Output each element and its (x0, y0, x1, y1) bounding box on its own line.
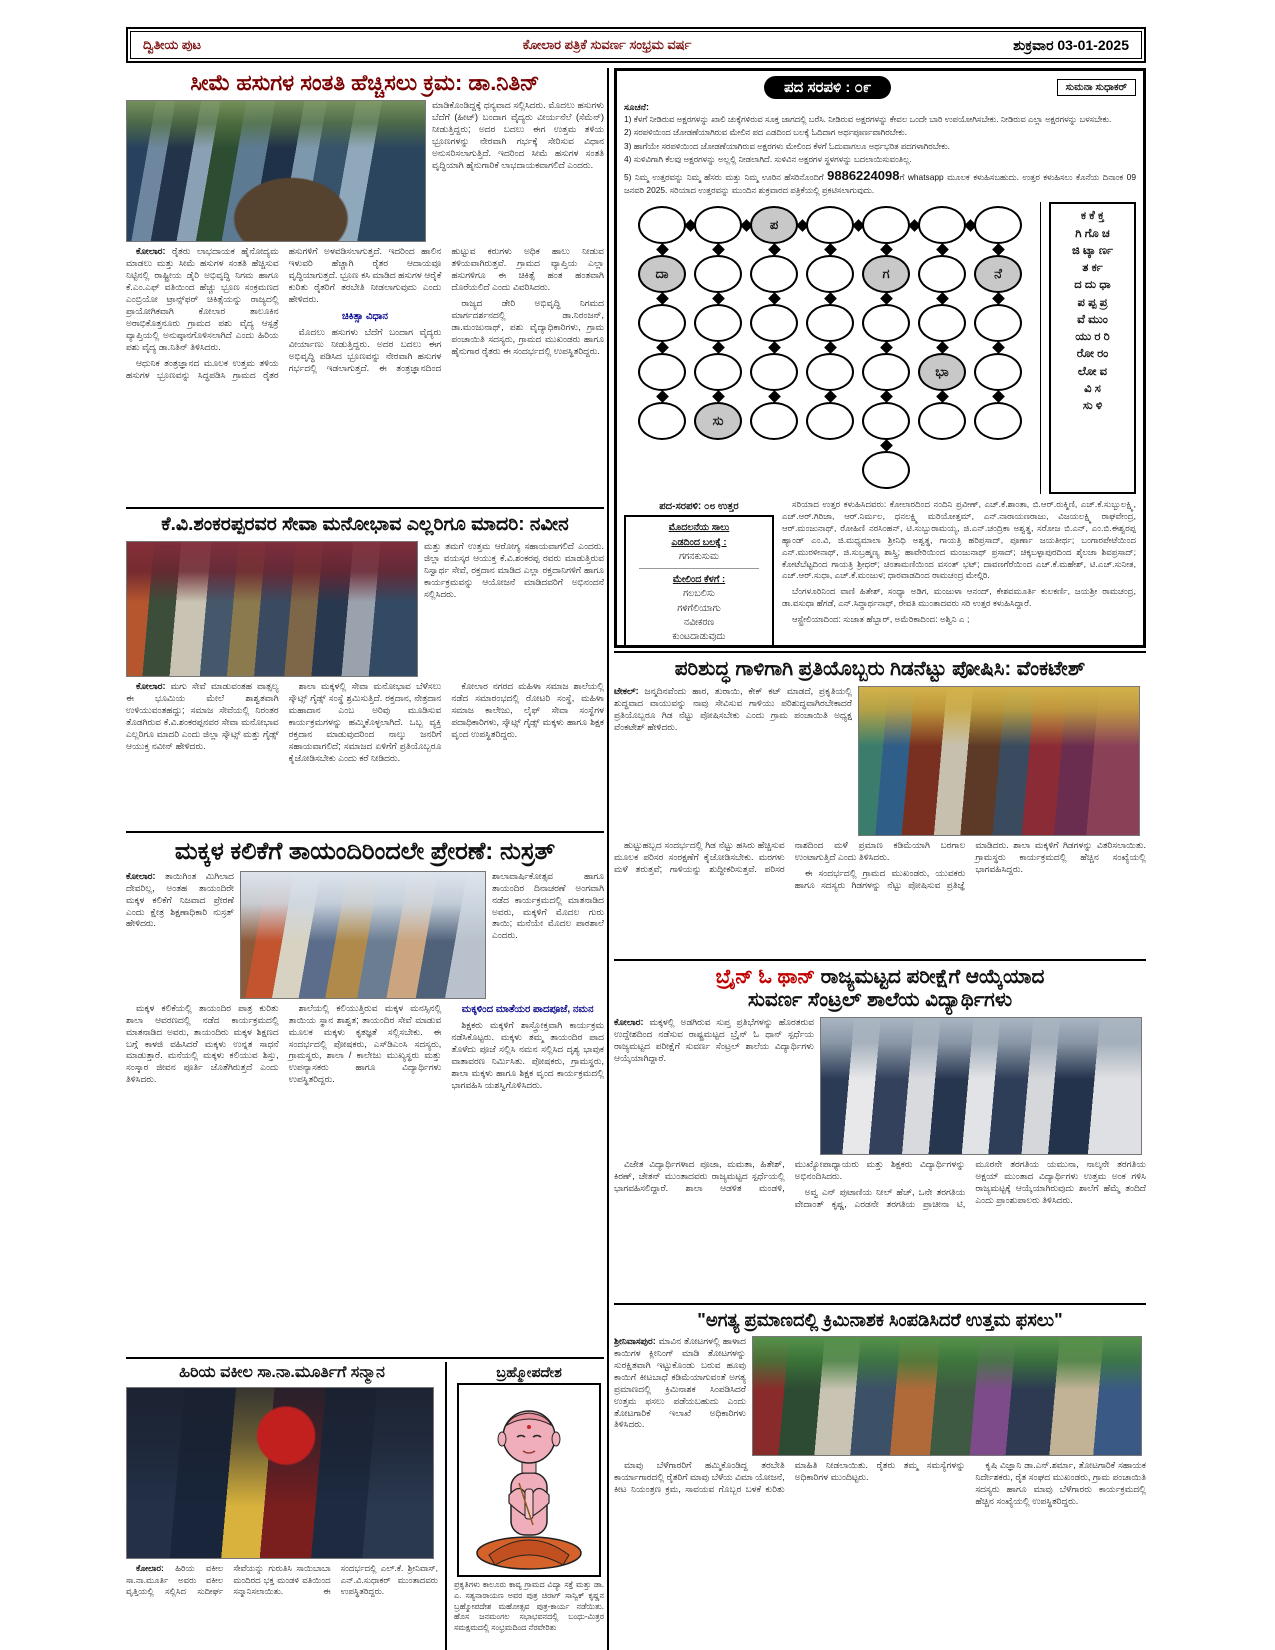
chain-link (936, 390, 949, 403)
bank-letters-line: ಯು ರ ರಿ (1075, 331, 1110, 344)
puzzle-empty-cell (638, 402, 686, 440)
chain-link (656, 292, 669, 305)
previous-answer-box (624, 499, 774, 648)
puzzle-empty-cell (974, 304, 1022, 342)
right-column (607, 68, 1146, 1650)
article-mothers-p3: ಶಾಲೆಯಲ್ಲಿ ಕಲಿಯುತ್ತಿರುವ ಮಕ್ಕಳ ಮನಸ್ಸಿನಲ್ಲಿ ತಾಯಿಯ ಸ್ಥಾನ ಶಾಶ್ವತ; ತಾಯಂದಿರ ಸೇವೆ ಮಾಡುವ ಮೂಲಕ ಮಕ್ಕಳು ಕೃತಜ್ಞತೆ ಸಲ್ಲಿಸಬೇಕು. ಈ ಸಂದರ್ಭದಲ್ಲಿ ಪೋಷಕರು, ಎಸ್‌ಡಿಎಂಸಿ ಸದಸ್ಯರು, ಗ್ರಾಮಸ್ಥರು, ಶಾಲಾ / ಕಾಲೇಜು ಮುಖ್ಯಸ್ಥರು ಮತ್ತು ಉಪನ್ಯಾಸಕರು ಹಾಗೂ ವಿದ್ಯಾರ್ಥಿಗಳು ಉಪಸ್ಥಿತರಿದ್ದರು. (288, 1002, 442, 1085)
dateline: ಕೋಲಾರ: (136, 246, 166, 257)
answer-row-label: ಮೊದಲನೆಯ ಸಾಲು (668, 522, 730, 534)
article-saplings-leftcol: ಟೇಕಲ್: ಜನ್ಮದಿನವೆಂದು ಹಾರ, ತುರಾಯಿ, ಕೇಕ್ ಕಟ್ ಮಾಡದೆ, ಪ್ರಕೃತಿಯಲ್ಲಿ ಶುದ್ಧವಾದ ವಾಯುವನ್ನು ನಾವು ಸೇವಿಸುವ ಗಾಳಿಯು ಪರಿಶುದ್ಧವಾಗಿರಬೇಕಾದರೆ ಪ್ರತಿಯೊಬ್ಬರೂ ಗಿಡ ನೆಟ್ಟು ಪೋಷಿಸಬೇಕು ಎಂದು ಗ್ರಾಮ ಪಂಚಾಯಿತಿ ಅಧ್ಯಕ್ಷ ವೆಂಕಟೇಶ್ ಹೇಳಿದರು. (614, 686, 852, 732)
cattle-photo (126, 100, 426, 242)
word-chain-puzzle (614, 68, 1146, 648)
brahmopadesha-headline: ಬ್ರಹ್ಮೋಪದೇಶ (496, 1364, 562, 1380)
puzzle-empty-cell (694, 255, 742, 293)
bank-letters-line: ಪ ಪ್ಪ ಪ್ರ (1077, 296, 1108, 309)
puzzle-empty-cell (974, 353, 1022, 391)
puzzle-empty-cell (862, 402, 910, 440)
article-shankarappa-lead: ಕೋಲಾರ: ಮಗು ಸೇವೆ ಮಾಡುವಂತಹ ವಾತ್ಸಲ್ಯ ಈ ಭೂಮಿಯ ಮೇಲೆ ಶಾಶ್ವತವಾಗಿ ಉಳಿಯುವಂತಹದ್ದು; ಸಮಾಜ ಸೇವೆಯಲ್ಲಿ ನಿರಂತರ ತೊಡಗಿರುವ ಕೆ.ವಿ.ಶಂಕರಪ್ಪನವರ ಸೇವಾ ಮನೋಭಾವ ಎಲ್ಲರಿಗೂ ಮಾದರಿ ಎಂದು ಜಿಲ್ಲಾ ಸ್ಕೌಟ್ಸ್ ಮತ್ತು ಗೈಡ್ಸ್ ಆಯುಕ್ತ ನವೀನ್ ಹೇಳಿದರು. (126, 680, 279, 751)
headline-red-part: ಬ್ರೈನ್ ಓ ಥಾನ್ (715, 966, 816, 988)
puzzle-empty-cell (750, 255, 798, 293)
puzzle-empty-cell (750, 353, 798, 391)
article-mothers-rightcol: ಶಾಲಾವಾರ್ಷಿಕೋತ್ಸವ ಹಾಗೂ ತಾಯಂದಿರ ದಿನಾಚರಣೆ ಅಂಗವಾಗಿ ನಡೆದ ಕಾರ್ಯಕ್ರಮದಲ್ಲಿ ಮಾತನಾಡಿದ ಅವರು, ಮಕ್ಕಳಿಗೆ ಮೊದಲ ಗುರು ತಾಯಿ; ಮನೆಯೇ ಮೊದಲ ಪಾಠಶಾಲೆ ಎಂದರು. (492, 870, 604, 941)
puzzle-empty-cell (694, 206, 742, 244)
puzzle-empty-cell (862, 206, 910, 244)
puzzle-grid (624, 202, 1041, 494)
puzzle-hint-cell: ನೆ (974, 255, 1022, 293)
article-saplings-headline: ಪರಿಶುದ್ಧ ಗಾಳಿಗಾಗಿ ಪ್ರತಿಯೊಬ್ಬರು ಗಿಡನೆಟ್ಟು ಪೋಷಿಸಿ: ವೆಂಕಟೇಶ್ (674, 658, 1086, 680)
article-brainothon-leftcol: ಕೋಲಾರ: ಮಕ್ಕಳಲ್ಲಿ ಅಡಗಿರುವ ಸುಪ್ತ ಪ್ರತಿಭೆಗಳನ್ನು ಹೊರತರುವ ಉದ್ದೇಶದಿಂದ ನಡೆಸುವ ರಾಷ್ಟ್ರಮಟ್ಟದ ಬ್ರೈನ್ ಓ ಥಾನ್ ಸ್ಪರ್ಧೆಯ ರಾಜ್ಯಮಟ್ಟದ ಪರೀಕ್ಷೆಗೆ ಸುವರ್ಣ ಸೆಂಟ್ರಲ್ ಶಾಲೆಯ ವಿದ್ಯಾರ್ಥಿಗಳು ಆಯ್ಕೆಯಾಗಿದ್ದಾರೆ. (614, 1017, 814, 1063)
divider (126, 1357, 604, 1359)
puzzle-empty-cell (750, 304, 798, 342)
puzzle-empty-cell (806, 206, 854, 244)
answer-title: ಪದ-ಸರಪಳಿ: ೦೮ ಉತ್ತರ (659, 501, 739, 513)
chain-link (768, 292, 781, 305)
brahmopadesha-box (445, 1362, 604, 1650)
divider (614, 651, 1146, 653)
puzzle-hint-cell: ದಾ (638, 255, 686, 293)
puzzle-empty-cell (918, 206, 966, 244)
bank-letters-line: ಸು ಳಿ (1082, 400, 1103, 413)
answer-down-word: ನವೀಕರಣ (683, 616, 715, 628)
article-cattle-headline: ಸೀಮೆ ಹಸುಗಳ ಸಂತತಿ ಹೆಚ್ಚಿಸಲು ಕ್ರಮ: ಡಾ.ನಿತಿನ್ (190, 70, 540, 95)
divider (614, 959, 1146, 961)
chain-link (656, 243, 669, 256)
puzzle-hint-cell: ಭಾ (918, 353, 966, 391)
puzzle-rule: 1) ಕೆಳಗೆ ನೀಡಿರುವ ಅಕ್ಷರಗಳನ್ನು ಖಾಲಿ ಚುಕ್ಕೆಗಳಿರುವ ಸೂಕ್ತ ಜಾಗದಲ್ಲಿ ಬರೆಸಿ. ನೀಡಿರುವ ಅಕ್ಷರಗಳನ್ನು ಕೇವಲ ಒಂದೇ ಬಾರಿ ಉಪಯೋಗಿಸಬೇಕು. ನೀಡಿರುವ ಎಲ್ಲಾ ಅಕ್ಷರಗಳನ್ನು ಬಳಸಬೇಕು. (624, 114, 1112, 124)
puzzle-empty-cell (638, 206, 686, 244)
date-label: ಶುಕ್ರವಾರ 03-01-2025 (1013, 36, 1129, 53)
answer-row-label2: ಎಡದಿಂದ ಬಲಕ್ಕೆ : (671, 536, 727, 548)
article-mothers-p2: ಮಕ್ಕಳ ಕಲಿಕೆಯಲ್ಲಿ ತಾಯಂದಿರ ಪಾತ್ರ ಕುರಿತು ಶಾಲಾ ಆವರಣದಲ್ಲಿ ನಡೆದ ಕಾರ್ಯಕ್ರಮದಲ್ಲಿ ಮಾತನಾಡಿದ ಅವರು, ತಾಯಂದಿರು ಮಕ್ಕಳ ಶಿಕ್ಷಣದ ಬಗ್ಗೆ ಕಾಳಜಿ ವಹಿಸಿದರೆ ಮಕ್ಕಳು ಉನ್ನತ ಸಾಧನೆ ಮಾಡುತ್ತಾರೆ. ಮನೆಯಲ್ಲಿ ಮಕ್ಕಳು ಕಲಿಯುವ ಶಿಸ್ತು, ಸಂಸ್ಕಾರ ಜೀವನ ಪೂರ್ತಿ ಜೊತೆಗಿರುತ್ತದೆ ಎಂದು ತಿಳಿಸಿದರು. (126, 1002, 279, 1085)
answer-down-word: ಗಲಬಲಿಸು (683, 588, 715, 600)
chain-link (712, 341, 725, 354)
bottom-left-row (126, 1362, 604, 1650)
puzzle-hint-cell: ಸು (694, 402, 742, 440)
puzzle-author: ಸುಮನಾ ಸುಧಾಕರ್ (1057, 79, 1136, 96)
article-cattle-p3: ಮೊದಲು ಹಸುಗಳು ಬೆದೆಗೆ ಬಂದಾಗ ವೈದ್ಯರು ವೀರ್ಯಾಣು ನೀಡುತ್ತಿದ್ದರು. ಅದರ ಬದಲು ಈಗ ಅಭಿವೃದ್ಧಿ ಪಡಿಸಿದ ಭ್ರೂಣವನ್ನು ನೇರವಾಗಿ ಹಸುಗಳ ಗರ್ಭದಲ್ಲಿ ಇಡಲಾಗುತ್ತದೆ. ಈ ತಂತ್ರಜ್ಞಾನದಿಂದ ಹುಟ್ಟುವ ಕರುಗಳು ಅಧಿಕ ಹಾಲು ನೀಡುವ ತಳಿಯವಾಗಿರುತ್ತವೆ. ಗ್ರಾಮದ ವ್ಯಾಪ್ತಿಯ ಎಲ್ಲಾ ಹಸುಗಳಿಗೂ ಈ ಚಿಕಿತ್ಸೆ ಹಂತ ಹಂತವಾಗಿ ದೊರೆಯಲಿದೆ ಎಂದು ವಿವರಿಸಿದರು. (288, 246, 604, 374)
felicitation-photo (126, 541, 418, 677)
chain-link (992, 292, 1005, 305)
article-shankarappa-p2: ಶಾಲಾ ಮಕ್ಕಳಲ್ಲಿ ಸೇವಾ ಮನೋಭಾವ ಬೆಳೆಸಲು ಸ್ಕೌಟ್ಸ್ ಗೈಡ್ಸ್ ಸಂಸ್ಥೆ ಶ್ರಮಿಸುತ್ತಿದೆ. ರಕ್ತದಾನ, ನೇತ್ರದಾನ ಮಹಾದಾನ ಎಂಬ ಅರಿವು ಮೂಡಿಸುವ ಕಾರ್ಯಕ್ರಮಗಳನ್ನು ಹಮ್ಮಿಕೊಳ್ಳಲಾಗಿದೆ. ಒಬ್ಬ ವ್ಯಕ್ತಿ ರಕ್ತದಾನ ಮಾಡುವುದರಿಂದ ನಾಲ್ಕು ಜನರಿಗೆ ಸಹಾಯವಾಗಲಿದೆ; ಸಮಾಜದ ಏಳಿಗೆಗೆ ಪ್ರತಿಯೊಬ್ಬರೂ ಕೈಜೋಡಿಸಬೇಕು ಎಂದು ಕರೆ ನೀಡಿದರು. (288, 680, 442, 763)
chain-link (824, 341, 837, 354)
chain-link (768, 390, 781, 403)
article-mothers-p4: ಶಿಕ್ಷಕರು ಮಕ್ಕಳಿಗೆ ಶಾಸ್ತ್ರೋಕ್ತವಾಗಿ ಕಾರ್ಯಕ್ರಮ ನಡೆಸಿಕೊಟ್ಟರು. ಮಕ್ಕಳು ತಮ್ಮ ತಾಯಂದಿರ ಪಾದ ತೊಳೆದು ಪೂಜೆ ಸಲ್ಲಿಸಿ ನಮನ ಸಲ್ಲಿಸಿದ ದೃಶ್ಯ ಭಾವುಕ ವಾತಾವರಣ ನಿರ್ಮಿಸಿತು. ಪೋಷಕರು, ಗ್ರಾಮಸ್ಥರು, ಶಾಲಾ ಮಕ್ಕಳು ಹಾಗೂ ಶಿಕ್ಷಕ ವೃಂದ ಕಾರ್ಯಕ್ರಮದಲ್ಲಿ ಭಾಗವಹಿಸಿ ಯಶಸ್ವಿಗೊಳಿಸಿದರು. (451, 1019, 604, 1090)
chain-link (880, 292, 893, 305)
puzzle-winners (774, 499, 1136, 648)
headline-line2: ಸುವರ್ಣ ಸೆಂಟ್ರಲ್ ಶಾಲೆಯ ವಿದ್ಯಾರ್ಥಿಗಳು (747, 989, 1013, 1011)
dateline: ಕೋಲಾರ: (136, 680, 166, 691)
divider (126, 507, 604, 509)
puzzle-note-label: ಸೂಚನೆ: (624, 102, 650, 112)
divider (126, 831, 604, 833)
whatsapp-phone-number: 9886224098 (827, 168, 900, 184)
answer-down-words (629, 587, 769, 648)
puzzle-empty-cell (806, 353, 854, 391)
dateline: ಕೋಲಾರ: (614, 1017, 644, 1027)
divider (614, 1303, 1146, 1305)
article-brainothon-headline: ಬ್ರೈನ್ ಓ ಥಾನ್ ರಾಜ್ಯಮಟ್ಟದ ಪರೀಕ್ಷೆಗೆ ಆಯ್ಕೆಯಾದ ಸುವರ್ಣ ಸೆಂಟ್ರಲ್ ಶಾಲೆಯ ವಿದ್ಯಾರ್ಥಿಗಳು (715, 966, 1045, 1011)
saplings-photo (858, 686, 1140, 836)
article-saplings-p2: ಹುಟ್ಟುಹಬ್ಬದ ಸಂದರ್ಭದಲ್ಲಿ ಗಿಡ ನೆಟ್ಟು ಹಸಿರು ಹೆಚ್ಚಿಸುವ ಮೂಲಕ ಪರಿಸರ ಸಂರಕ್ಷಣೆಗೆ ಕೈಜೋಡಿಸಬೇಕು. ಮರಗಳು ಮಳೆ ತರುತ್ತವೆ; ಗಾಳಿಯನ್ನು ಶುದ್ಧೀಕರಿಸುತ್ತವೆ. ಪರಿಸರ ನಾಶದಿಂದ ಮಳೆ ಪ್ರಮಾಣ ಕಡಿಮೆಯಾಗಿ ಬರಗಾಲ ಉಂಟಾಗುತ್ತಿದೆ ಎಂದು ತಿಳಿಸಿದರು. (614, 840, 966, 874)
article-advocate (126, 1362, 438, 1650)
chain-link (880, 390, 893, 403)
puzzle-empty-cell (694, 304, 742, 342)
dateline: ಶ್ರೀನಿವಾಸಪುರ: (614, 1335, 656, 1346)
students-group-photo (820, 1017, 1142, 1155)
chain-link (824, 243, 837, 256)
chain-link (880, 243, 893, 256)
puzzle-empty-cell (862, 451, 910, 489)
farmers-event-photo (752, 1336, 1142, 1456)
advocate-photo (126, 1387, 434, 1559)
left-column (126, 68, 604, 1650)
puzzle-empty-cell (694, 353, 742, 391)
article-brainothon-p2: ವಿಜೇತ ವಿದ್ಯಾರ್ಥಿಗಳಾದ ಪೂಜಾ, ಮಮತಾ, ಹಿತೇಶ್, ಕಿರಣ್, ಚೇತನ್ ಮುಂತಾದವರು ರಾಜ್ಯಮಟ್ಟದ ಸ್ಪರ್ಧೆಯಲ್ಲಿ ಭಾಗವಹಿಸಲಿದ್ದಾರೆ. ಶಾಲಾ ಆಡಳಿತ ಮಂಡಳಿ, ಮುಖ್ಯೋಪಾಧ್ಯಾಯರು ಮತ್ತು ಶಿಕ್ಷಕರು ವಿದ್ಯಾರ್ಥಿಗಳನ್ನು ಅಭಿನಂದಿಸಿದರು. (614, 1159, 966, 1193)
puzzle-empty-cell (806, 304, 854, 342)
mothers-event-photo (240, 871, 486, 999)
bank-letters-line: ವೆ ಮುಂ (1077, 313, 1108, 326)
chain-link (656, 390, 669, 403)
brahmopadesha-caption: ಪ್ರಕೃತಿಗಳು ಕಾಲೂರು ಕಾವ್ಯ ಗ್ರಾಮದ ವಿದ್ಯಾ ಸಕ್ತೆ ಮತ್ತು ಡಾ. ಎ. ಸತ್ಯನಾರಾಯಣ ಅವರ ಪುತ್ರ ಚಿರಾಗ್ ಸಾನ್ವಿಕ್ ಕೃಷ್ಣನ ಬ್ರಹ್ಮೋಪದೇಶ ಮಹೋತ್ಸವ ಪುತ್ರ-ಕಾರ್ಯ ನಡೆಯಿತು. ಹೊಸ ಜನಮಂಗಲ ಸಭಾಭವನದಲ್ಲಿ ಬಂಧು-ಮಿತ್ರರ ಸಮಕ್ಷಮದಲ್ಲಿ ಸಂಭ್ರಮದಿಂದ ನೆರವೇರಿತು (454, 1580, 604, 1633)
answer-down-word: ಗಳಿಗೆಲಿಯಾಗು (677, 602, 721, 614)
article-mothers (126, 836, 604, 1354)
bank-letters-line: ಕ ಕೆ ಕ್ತ (1080, 210, 1105, 223)
dateline: ಕೋಲಾರ: (136, 1563, 164, 1574)
masthead (126, 27, 1146, 63)
meditating-boy-illustration (457, 1383, 601, 1577)
bank-letters-line: ದ ದು ಧಾ (1074, 279, 1111, 292)
article-saplings-p3: ಈ ಸಂದರ್ಭದಲ್ಲಿ ಗ್ರಾಮದ ಮುಖಂಡರು, ಯುವಕರು ಹಾಗೂ ಸದಸ್ಯರು ಗಿಡಗಳನ್ನು ನೆಟ್ಟು ಪೋಷಿಸುವ ಪ್ರತಿಜ್ಞೆ ಮಾಡಿದರು. ಶಾಲಾ ಮಕ್ಕಳಿಗೆ ಗಿಡಗಳನ್ನು ವಿತರಿಸಲಾಯಿತು. ಗ್ರಾಮಸ್ಥರು ಕಾರ್ಯಕ್ರಮದಲ್ಲಿ ಹೆಚ್ಚಿನ ಸಂಖ್ಯೆಯಲ್ಲಿ ಭಾಗವಹಿಸಿದ್ದರು. (794, 840, 1146, 890)
puzzle-rule: 5) ನಿಮ್ಮ ಉತ್ತರವನ್ನು ನಿಮ್ಮ ಹೆಸರು ಮತ್ತು ನಿಮ್ಮ ಊರಿನ ಹೆಸರಿನೊಂದಿಗೆ 9886224098ಗೆ whatsapp ಮೂಲಕ ಕಳುಹಿಸಬಹುದು. ಉತ್ತರ ಕಳುಹಿಸಲು ಕೊನೆಯ ದಿನಾಂಕ 09 ಜನವರಿ 2025. ಸರಿಯಾದ ಉತ್ತರವನ್ನು ಮುಂದಿನ ಶುಕ್ರವಾರದ ಪತ್ರಿಕೆಯಲ್ಲಿ ಪ್ರಕಟಿಸಲಾಗುವುದು. (624, 168, 1136, 195)
article-mothers-leftcol: ಕೋಲಾರ: ತಾಯಿಗಿಂತ ಮಿಗಿಲಾದ ದೇವರಿಲ್ಲ, ಅಂತಹ ತಾಯಂದಿರೇ ಮಕ್ಕಳ ಕಲಿಕೆಗೆ ನಿಜವಾದ ಪ್ರೇರಣೆ ಎಂದು ಕ್ಷೇತ್ರ ಶಿಕ್ಷಣಾಧಿಕಾರಿ ನುಸ್ರತ್ ಹೇಳಿದರು. (126, 870, 234, 929)
chain-link (768, 341, 781, 354)
puzzle-hint-cell: ಗ (862, 255, 910, 293)
bank-letters-line: ಗಿ ಗೊ ಚ (1075, 227, 1110, 240)
article-pesticide-p2: ಮಾವು ಬೆಳೆಗಾರರಿಗೆ ಹಮ್ಮಿಕೊಂಡಿದ್ದ ತರಬೇತಿ ಕಾರ್ಯಾಗಾರದಲ್ಲಿ ರೈತರಿಗೆ ಮಾವು ಬೆಳೆಯ ವಿಮಾ ಯೋಜನೆ, ಕೀಟ ನಿಯಂತ್ರಣ ಕ್ರಮ, ಸಾವಯವ ಗೊಬ್ಬರ ಬಳಕೆ ಕುರಿತು ಮಾಹಿತಿ ನೀಡಲಾಯಿತು. ರೈತರು ತಮ್ಮ ಸಮಸ್ಯೆಗಳನ್ನು ಅಧಿಕಾರಿಗಳ ಮುಂದಿಟ್ಟರು. (614, 1459, 966, 1494)
article-cattle-p4: ರಾಜ್ಯದ ಡೇರಿ ಅಭಿವೃದ್ಧಿ ನಿಗಮದ ಮಾರ್ಗದರ್ಶನದಲ್ಲಿ ಡಾ.ನಿರಂಜನ್, ಡಾ.ಮಂಜುನಾಥ್, ಪಶು ವೈದ್ಯಾಧಿಕಾರಿಗಳು, ಗ್ರಾಮ ಪಂಚಾಯಿತಿ ಸದಸ್ಯರು, ಗ್ರಾಮದ ಮುಖಂಡರು ಹಾಗೂ ಹೈನುಗಾರ ರೈತರು ಈ ಸಂದರ್ಭದಲ್ಲಿ ಉಪಸ್ಥಿತರಿದ್ದರು. (451, 298, 604, 357)
puzzle-empty-cell (918, 255, 966, 293)
chain-link (880, 439, 893, 452)
puzzle-empty-cell (862, 353, 910, 391)
article-cattle-lead: ಕೋಲಾರ: ರೈತರು ಲಾಭದಾಯಕ ಹೈನೋದ್ಯಮ ಮಾಡಲು ಮತ್ತು ಸೀಮೆ ಹಸುಗಳ ಸಂತತಿ ಹೆಚ್ಚಿಸುವ ನಿಟ್ಟಿನಲ್ಲಿ ರಾಷ್ಟ್ರೀಯ ಡೈರಿ ಅಭಿವೃದ್ಧಿ ನಿಗಮ ಹಾಗೂ ಕೆ.ಎಂ.ಎಫ್ ವತಿಯಿಂದ ಹೆಚ್ಚು ಭ್ರೂಣ ಸಂಕ್ರಮಣದ ಎಂಬ್ರಿಯೋ ಟ್ರಾನ್ಸ್‌ಫರ್ ಚಿಕಿತ್ಸೆಯನ್ನು ರಾಜ್ಯದಲ್ಲಿ ಪ್ರಾಯೋಗಿಕವಾಗಿ ಕೋಲಾರ ತಾಲೂಕಿನ ಅರಾಭಿಕೊತ್ತನೂರು ಗ್ರಾಮದ ಪಶು ವೈದ್ಯ ಆಸ್ಪತ್ರೆ ವ್ಯಾಪ್ತಿಯಲ್ಲಿ ಅನುಷ್ಠಾನಗೊಳಿಸಲಾಗಿದೆ ಎಂದು ಹಿರಿಯ ಪಶು ವೈದ್ಯ ಡಾ.ನಿತಿನ್ ತಿಳಿಸಿದರು. (126, 246, 279, 353)
chain-link (824, 292, 837, 305)
page-label: ದ್ವಿತೀಯ ಪುಟ (143, 37, 201, 52)
article-cattle-p2: ಆಧುನಿಕ ತಂತ್ರಜ್ಞಾನದ ಮೂಲಕ ಉತ್ತಮ ತಳಿಯ ಹಸುಗಳ ಭ್ರೂಣವನ್ನು ಸಿದ್ಧಪಡಿಸಿ ಗ್ರಾಮದ ರೈತರ ಹಸುಗಳಿಗೆ ಅಳವಡಿಸಲಾಗುತ್ತದೆ. ಇದರಿಂದ ಹಾಲಿನ ಇಳುವರಿ ಹೆಚ್ಚಾಗಿ ರೈತರ ಆದಾಯವೂ ವೃದ್ಧಿಯಾಗುತ್ತದೆ. ಭ್ರೂಣ ಕಸಿ ಮಾಡಿದ ಹಸುಗಳ ಆರೈಕೆ ಕುರಿತು ರೈತರಿಗೆ ತರಬೇತಿ ನೀಡಲಾಗುವುದು ಎಂದು ಹೇಳಿದರು. (126, 246, 442, 380)
chain-link (768, 243, 781, 256)
puzzle-empty-cell (862, 304, 910, 342)
puzzle-empty-cell (806, 255, 854, 293)
dateline: ಕೋಲಾರ: (126, 870, 156, 881)
winners-paragraph-2: ಬೆಂಗಳೂರಿನಿಂದ ವಾಣಿ ಹಿತೇಶ್, ಸಂಧ್ಯಾ ಅಡಿಗ, ಮಂಜುಳಾ ಆನಂದ್, ಕೇಶವಮೂರ್ತಿ ಕುಲಕರ್ಣಿ, ಜಯಶ್ರೀ ರಾಮಚಂದ್ರ, ಡಾ.ವಸುಧಾ ಹೆಗಡೆ, ಎನ್.ಸಿದ್ಧಾರ್ಥನಾಥ್, ರೇವತಿ ಮುಂತಾದವರು ಸರಿ ಉತ್ತರ ಕಳುಹಿಸಿದ್ದಾರೆ. (782, 586, 1136, 609)
puzzle-empty-cell (638, 353, 686, 391)
answer-row-word: ಗಗನಕುಸುಮ (679, 550, 719, 562)
article-mothers-subhead: ಮಕ್ಕಳಿಂದ ಮಾತೆಯರ ಪಾದಪೂಜೆ, ನಮನ (461, 1003, 594, 1015)
article-brainothon-p3: ಅವ್ವ ಎನ್ ಪುಟಾಣಿಯ ನೀಲ್ ಹೆಚ್, ಒನೇ ತರಗತಿಯ ವೇದಾಂತ್ ಕೃಷ್ಣ, ಎರಡನೇ ತರಗತಿಯ ಪ್ರಾಚೀನಾ ಟಿ, ಮೂರನೇ ತರಗತಿಯ ಯಮುನಾ, ನಾಲ್ಕನೇ ತರಗತಿಯ ಅಕ್ಷಯ್ ಮುಂತಾದ ವಿದ್ಯಾರ್ಥಿಗಳು ಉತ್ತಮ ಅಂಕ ಗಳಿಸಿ ರಾಜ್ಯಮಟ್ಟಕ್ಕೆ ಆಯ್ಕೆಯಾಗಿರುವುದು ಶಾಲೆಗೆ ಹೆಮ್ಮೆ ತಂದಿದೆ ಎಂದು ಪ್ರಾಂಶುಪಾಲರು ತಿಳಿಸಿದರು. (794, 1159, 1146, 1209)
dateline: ಟೇಕಲ್: (614, 686, 639, 696)
chain-link (936, 292, 949, 305)
chain-link (880, 341, 893, 354)
puzzle-letter-bank (1049, 202, 1136, 494)
article-pesticide-p3: ಕೃಷಿ ವಿಜ್ಞಾನಿ ಡಾ.ಎನ್.ಶರ್ಮಾ, ತೋಟಗಾರಿಕೆ ಸಹಾಯಕ ನಿರ್ದೇಶಕರು, ರೈತ ಸಂಘದ ಮುಖಂಡರು, ಗ್ರಾಮ ಪಂಚಾಯಿತಿ ಸದಸ್ಯರು ಹಾಗೂ ಮಾವು ಬೆಳೆಗಾರರು ಕಾರ್ಯಕ್ರಮದಲ್ಲಿ ಹೆಚ್ಚಿನ ಸಂಖ್ಯೆಯಲ್ಲಿ ಉಪಸ್ಥಿತರಿದ್ದರು. (975, 1459, 1146, 1506)
chain-link (992, 390, 1005, 403)
article-cattle-subhead: ಚಿಕಿತ್ಸಾ ವಿಧಾನ (342, 311, 388, 323)
chain-link (712, 243, 725, 256)
article-pesticide (614, 1308, 1146, 1650)
article-saplings (614, 656, 1146, 956)
chain-link (992, 243, 1005, 256)
chain-link (712, 292, 725, 305)
article-shankarappa-p3: ಕೋಲಾರ ನಗರದ ಮಹಿಳಾ ಸಮಾಜ ಶಾಲೆಯಲ್ಲಿ ನಡೆದ ಸಮಾರಂಭದಲ್ಲಿ ರೋಟರಿ ಸಂಸ್ಥೆ, ಮಹಿಳಾ ಸಮಾಜ ಕಾಲೇಜು, ಲೈಫ್ ಸೇವಾ ಸಂಸ್ಥೆಗಳ ಪದಾಧಿಕಾರಿಗಳು, ಸ್ಕೌಟ್ಸ್ ಗೈಡ್ಸ್ ಮಕ್ಕಳು ಹಾಗೂ ಶಿಕ್ಷಕ ವೃಂದ ಉಪಸ್ಥಿತರಿದ್ದರು. (451, 680, 604, 739)
article-cattle (126, 68, 604, 504)
article-cattle-sidetext: ಮಾಡಿಕೊಂಡಿದ್ದಕ್ಕೆ ಧನ್ಯವಾದ ಸಲ್ಲಿಸಿದರು. ಮೊದಲು ಹಸುಗಳು ಬೆದೆಗೆ (ಹೀಟ್) ಬಂದಾಗ ವೈದ್ಯರು ವೀರ್ಯನೆಲೆ (ಸೆಮೆನ್) ನೀಡುತ್ತಿದ್ದರು; ಅದರ ಬದಲು ಈಗ ಉತ್ತಮ ತಳಿಯ ಭ್ರೂಣಗಳನ್ನು ನೇರವಾಗಿ ಗರ್ಭಕ್ಕೆ ಸೇರಿಸುವ ವಿಧಾನ ಅನುಸರಿಸಲಾಗುತ್ತಿದೆ. ಇದರಿಂದ ಸೀಮೆ ಹಸುಗಳ ಸಂತತಿ ವೃದ್ಧಿಯಾಗಿ ಹೈನುಗಾರಿಕೆ ಲಾಭದಾಯಕವಾಗಲಿದೆ ಎಂದರು. (432, 100, 604, 171)
bank-letters-line: ಲೋ ವ (1077, 365, 1108, 378)
article-advocate-headline: ಹಿರಿಯ ವಕೀಲ ಸಾ.ನಾ.ಮೂರ್ತಿಗೆ ಸನ್ಮಾನ (179, 1364, 385, 1381)
puzzle-rule: 3) ಹಾಗೆಯೇ ಸರಪಳಿಯಿಂದ ಜೋಡಣೆಯಾಗಿರುವ ಅಕ್ಷರಗಳು ಮೇಲಿಂದ ಕೆಳಗೆ ಓದುವಾಗಲೂ ಅರ್ಥಭರಿತ ಪದಗಳಾಗಿರಬೇಕು. (624, 140, 950, 151)
puzzle-empty-cell (638, 304, 686, 342)
answer-down-word (629, 644, 769, 648)
article-mothers-headline: ಮಕ್ಕಳ ಕಲಿಕೆಗೆ ತಾಯಂದಿರಿಂದಲೇ ಪ್ರೇರಣೆ: ನುಸ್ರತ್ (174, 838, 556, 865)
article-pesticide-headline: "ಅಗತ್ಯ ಪ್ರಮಾಣದಲ್ಲಿ ಕ್ರಿಮಿನಾಶಕ ಸಿಂಪಡಿಸಿದರೆ ಉತ್ತಮ ಫಸಲು" (697, 1310, 1063, 1330)
puzzle-rule: 2) ಸರಪಳಿಯಿಂದ ಜೋಡಣೆಯಾಗಿರುವ ಮೇಲಿನ ಪದ ಎಡದಿಂದ ಬಲಕ್ಕೆ ಓದಿದಾಗ ಅರ್ಥಪೂರ್ಣವಾಗಿರಬೇಕು. (624, 127, 907, 138)
puzzle-rule: 4) ಸುಳಿವಿಗಾಗಿ ಕೆಲವು ಅಕ್ಷರಗಳನ್ನು ಅಲ್ಲಲ್ಲಿ ನೀಡಲಾಗಿದೆ. ಸುಳಿವಿನ ಅಕ್ಷರಗಳ ಸ್ಥಳಗಳನ್ನು ಬದಲಾಯಿಸುವಂತಿಲ್ಲ. (624, 154, 912, 165)
puzzle-empty-cell (806, 402, 854, 440)
puzzle-empty-cell (918, 304, 966, 342)
answer-down-word: ಕುಂಟದಾಡುವುದು (672, 631, 726, 643)
puzzle-empty-cell (918, 402, 966, 440)
edition-title: ಕೋಲಾರ ಪತ್ರಿಕೆ ಸುವರ್ಣ ಸಂಭ್ರಮ ವರ್ಷ (522, 37, 692, 52)
chain-link (936, 341, 949, 354)
winners-paragraph-3: ಆಸ್ಟ್ರೇಲಿಯಾದಿಂದ: ಸುಜಾತ ಹೆಬ್ಬಾರ್, ಅಮೆರಿಕಾದಿಂದ: ಅಶ್ವಿನಿ ಎ ; (792, 614, 970, 624)
winners-paragraph-1: ಸರಿಯಾದ ಉತ್ತರ ಕಳುಹಿಸಿದವರು: ಕೋಲಾರದಿಂದ ನಂದಿನಿ ಪ್ರವೀಣ್, ಎಚ್.ಕೆ.ಶಾಂತಾ, ಬಿ.ಆರ್.ರುಕ್ಮಿಣಿ, ಎಚ್.ಕೆ.ಸುಬ್ಬುಲಕ್ಷ್ಮಿ, ಎಚ್.ಆರ್.ಗಿರಿಜಾ, ಆರ್.ನಿರ್ಮಲ, ಧನಲಕ್ಷ್ಮಿ ಮರಿಯೋತ್ತಮ್, ಎನ್.ನಾರಾಯಣರಾಜು, ವಿಜಯಲಕ್ಷ್ಮಿ ರಾಘವೇಂದ್ರ, ಆರ್.ಮಂಜುನಾಥ್, ರೋಹಿಣಿ ನರಸಿಂಹನ್, ಟಿ.ಸುಬ್ಬುರಾಮಯ್ಯ, ಜಿ.ಎನ್.ಚಂದ್ರಿಕಾ ಅಶ್ವತ್ಥ, ಸರೋಜ ಬಿ.ಎನ್, ಎಂ.ಬಿ.ಈಶ್ವರಪ್ಪ ಹ್ಯಾಂಡ್ ಎಂ.ವಿ, ಜಿ.ಮಧ್ಯಮಾಲಾ ಶ್ರೀನಿಧಿ ಅಶ್ವತ್ಥ, ಗಾಯತ್ರಿ ಹರಿಪ್ರಸಾದ್, ಪೂರ್ಣಾ ಜಯತೀರ್ಥ; ಬಂಗಾರಪೇಟೆಯಿಂದ ಎನ್.ಮುರಳೀನಾಥ್, ಜಿ.ಸುಬ್ರಹ್ಮಣ್ಯ ಶಾಸ್ತ್ರಿ; ಹಾವೇರಿಯಿಂದ ಮಂಜುನಾಥ್ ಪ್ರಸಾದ್; ಚಿಕ್ಕಬಳ್ಳಾಪುರದಿಂದ ಶೈಲಜಾ ಶಿವಪ್ರಸಾದ್; ಕೋಟೆಬೆಟ್ಟದಿಂದ ಗಾಯತ್ರಿ ಶ್ರೀಧರ್; ಚಿಂತಾಮಣಿಯಿಂದ ವಸಂತ್ ಭಟ್; ದಾವಣಗೆರೆಯಿಂದ ಎಚ್.ಕೆ.ಮಹೇಶ್, ಟಿ.ಎಚ್.ಸುನೀತ, ಎಚ್.ಆರ್.ಸುಧಾ, ಎಚ್.ಕೆ.ಮಂಜುಳ; ಧಾರವಾಡದಿಂದ ರಾಮಚಂದ್ರ ಮೇಲ್ಗಿರಿ. (782, 499, 1136, 581)
article-shankarappa (126, 512, 604, 828)
bank-letters-line: ಜಿ ಟ್ಕಾ ರ್ಣ (1072, 244, 1113, 257)
article-pesticide-leftcol: ಶ್ರೀನಿವಾಸಪುರ: ಮಾವಿನ ತೋಟಗಳಲ್ಲಿ ಹಾಳಾದ ಕಾಯಿಗಳ ಕ್ಲೀನಿಂಗ್ ಮಾಡಿ ತೋಟಗಳನ್ನು ಸುರಕ್ಷಿತವಾಗಿ ಇಟ್ಟುಕೊಂಡು ಬರುವ ಹೂವು ಕಾಯಿಗೆ ಕೀಟಬಾಧೆ ಕಡಿಮೆಯಾಗುವಂತೆ ಅಗತ್ಯ ಪ್ರಮಾಣದಲ್ಲಿ ಕ್ರಿಮಿನಾಶಕ ಸಿಂಪಡಿಸಿದರೆ ಉತ್ತಮ ಫಸಲು ಪಡೆಯಬಹುದು ಎಂದು ತೋಟಗಾರಿಕೆ ಇಲಾಖೆ ಅಧಿಕಾರಿಗಳು ತಿಳಿಸಿದರು. (614, 1335, 746, 1430)
puzzle-title: ಪದ ಸರಪಳಿ : ೦೯ (764, 76, 891, 99)
article-shankarappa-sidetext: ಮತ್ತು ತಮಗೆ ಉತ್ತಮ ಆರೋಗ್ಯ ಸಹಾಯವಾಗಲಿದೆ ಎಂದರು. ಜಿಲ್ಲಾ ವಯಸ್ಕರ ಆಯುಕ್ತ ಕೆ.ವಿ.ಶಂಕರಪ್ಪ ರವರು ಮಾಡುತ್ತಿರುವ ನಿಸ್ವಾರ್ಥ ಸೇವೆ, ರಕ್ತದಾನ ಮಾಡಿದ ಎಲ್ಲಾ ರಕ್ತದಾನಿಗಳಿಗೆ ಹಾಗೂ ಕಾರ್ಯಕ್ರಮವನ್ನು ಆಯೋಜನೆ ಮಾಡಿದವರಿಗೆ ಅಭಿನಂದನೆ ಸಲ್ಲಿಸಿದರು. (424, 540, 604, 599)
chain-link (712, 390, 725, 403)
puzzle-rules (624, 114, 1136, 196)
bank-letters-line: ರೋ ರಂ (1076, 348, 1109, 361)
puzzle-empty-cell (750, 402, 798, 440)
article-advocate-lead: ಕೋಲಾರ: ಹಿರಿಯ ವಕೀಲ ಸಾ.ನಾ.ಮೂರ್ತಿ ಅವರು ವಕೀಲ ವೃತ್ತಿಯಲ್ಲಿ ಸಲ್ಲಿಸಿದ ಸುದೀರ್ಘ ಸೇವೆಯನ್ನು ಗುರುತಿಸಿ ಸಾಯಿಬಾಬಾ ಮಂದಿರದ ಭಕ್ತ ಮಂಡಳಿ ವತಿಯಿಂದ ಸನ್ಮಾನಿಸಲಾಯಿತು. ಈ ಸಂದರ್ಭದಲ್ಲಿ ಎಲ್.ಕೆ. ಶ್ರೀನಿವಾಸ್, ಎನ್.ವಿ.ಸುಧಾಕರ್ ಮುಂತಾದವರು ಉಪಸ್ಥಿತರಿದ್ದರು. (126, 1563, 438, 1596)
chain-link (656, 341, 669, 354)
article-brainothon (614, 964, 1146, 1300)
puzzle-empty-cell (974, 402, 1022, 440)
chain-link (936, 243, 949, 256)
chain-link (992, 341, 1005, 354)
article-shankarappa-headline: ಕೆ.ವಿ.ಶಂಕರಪ್ಪರವರ ಸೇವಾ ಮನೋಭಾವ ಎಲ್ಲರಿಗೂ ಮಾದರಿ: ನವೀನ (161, 514, 569, 535)
bank-letters-line: ತ ರ್ಕ (1082, 262, 1103, 275)
bank-letters-line: ವಿ ಸ (1084, 382, 1101, 395)
puzzle-empty-cell (974, 206, 1022, 244)
answer-down-label: ಮೇಲಿಂದ ಕೆಳಗೆ : (672, 574, 726, 586)
puzzle-hint-cell: ಪ (750, 206, 798, 244)
chain-link (824, 390, 837, 403)
